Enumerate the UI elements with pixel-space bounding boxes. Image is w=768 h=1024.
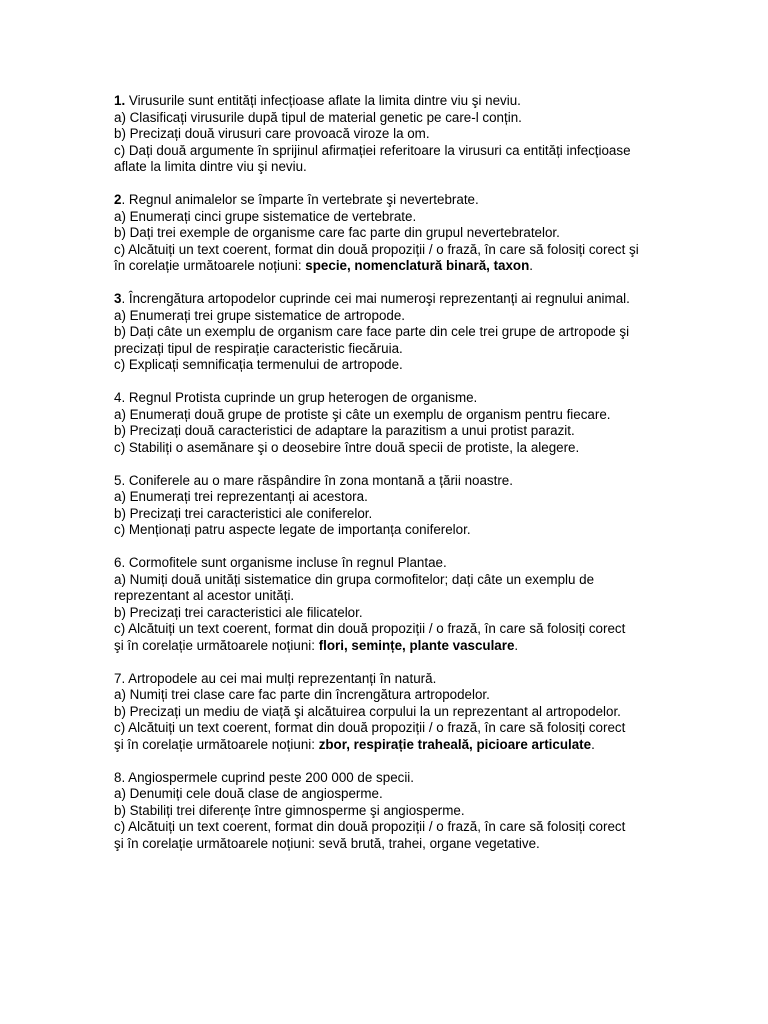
question-line	[114, 770, 728, 787]
question-block	[114, 291, 728, 374]
line-text: .	[529, 258, 534, 273]
question-line	[114, 407, 728, 424]
line-text: c) Alcătuiți un text coerent, format din două propoziții / o frază, în care să folosiți corect	[114, 819, 626, 834]
question-line	[114, 588, 728, 605]
question-line	[114, 209, 728, 226]
question-line	[114, 555, 728, 572]
question-line	[114, 126, 728, 143]
question-line	[114, 803, 728, 820]
question-number: 1.	[114, 93, 126, 108]
line-text: b) Precizați un mediu de viață şi alcătuirea corpului la un reprezentant al artropodelor.	[114, 703, 621, 719]
question-line	[114, 720, 728, 737]
line-text: b) Precizați două virusuri care provoacă viroze la om.	[114, 126, 430, 141]
line-text: c) Menționați patru aspecte legate de importanța coniferelor.	[114, 522, 471, 537]
question-block	[114, 473, 728, 539]
question-block	[114, 390, 728, 456]
line-text: .	[591, 736, 595, 752]
question-line	[114, 687, 728, 704]
line-text: b) Stabiliți trei diferențe între gimnosperme şi angiosperme.	[114, 802, 465, 818]
line-text: . Încrengătura artopodelor cuprinde cei mai numeroşi reprezentanți ai regnului animal.	[121, 291, 630, 306]
key-terms: zbor, respirație traheală, picioare articulate	[318, 736, 592, 752]
line-text: c) Stabiliți o asemănare şi o deosebire între două specii de protiste, la alegere.	[114, 439, 580, 455]
question-line	[114, 308, 728, 325]
line-text: c) Alcătuiți un text coerent, format din două propoziții / o frază, în care să folosiți corect	[114, 720, 626, 735]
line-text: c) Alcătuiți un text coerent, format din două propoziții / o frază, în care să folosiți corect	[114, 621, 626, 636]
line-text: a) Numiți două unități sistematice din grupa cormofitelor; dați câte un exemplu de	[114, 571, 595, 587]
question-block	[114, 93, 728, 176]
question-block	[114, 192, 728, 275]
line-text: b) Precizați două caracteristici de adaptare la parazitism a unui protist parazit.	[114, 423, 575, 438]
line-text: a) Numiți trei clase care fac parte din încrengătura artropodelor.	[114, 687, 490, 702]
question-line	[114, 786, 728, 803]
question-block	[114, 555, 728, 654]
line-text: b) Precizați trei caracteristici ale filicatelor.	[114, 604, 363, 620]
line-text: precizați tipul de respirație caracteristic fiecăruia.	[114, 340, 403, 356]
question-line	[114, 836, 728, 853]
line-text: a) Enumerați trei grupe sistematice de artropode.	[114, 307, 406, 323]
line-text: 7. Artropodele au cei mai mulți reprezentanți în natură.	[114, 670, 437, 686]
question-line	[114, 159, 728, 176]
question-line	[114, 506, 728, 523]
question-number: 3	[114, 291, 122, 306]
line-text: b) Dați trei exemple de organisme care fac parte din grupul nevertebratelor.	[114, 225, 560, 240]
line-text: şi în corelație următoarele noțiuni:	[114, 637, 319, 653]
question-line	[114, 572, 728, 589]
line-text: .	[514, 637, 519, 653]
question-line	[114, 93, 728, 110]
question-line	[114, 440, 728, 457]
question-line	[114, 341, 728, 358]
line-text: c) Alcătuiți un text coerent, format din două propoziții / o frază, în care să folosiți corect şi	[114, 241, 639, 257]
line-text: a) Enumerați două grupe de protiste şi câte un exemplu de organism pentru fiecare.	[114, 406, 611, 422]
key-terms: specie, nomenclatură binară, taxon	[305, 258, 530, 273]
line-text: şi în corelație următoarele noțiuni:	[114, 736, 319, 752]
question-line	[114, 357, 728, 374]
line-text: 5. Coniferele au o mare răspândire în zona montană a țării noastre.	[114, 472, 513, 488]
line-text: şi în corelație următoarele noțiuni: sevă brută, trahei, organe vegetative.	[114, 835, 540, 851]
question-line	[114, 605, 728, 622]
line-text: 4. Regnul Protista cuprinde un grup heterogen de organisme.	[114, 390, 478, 405]
question-line	[114, 704, 728, 721]
line-text: în corelație următoarele noțiuni:	[114, 258, 306, 273]
line-text: Virusurile sunt entități infecțioase aflate la limita dintre viu şi neviu.	[125, 93, 521, 108]
line-text: 6. Cormofitele sunt organisme incluse în regnul Plantae.	[114, 555, 447, 570]
question-line	[114, 522, 728, 539]
question-line	[114, 390, 728, 407]
question-line	[114, 143, 728, 160]
question-block	[114, 671, 728, 754]
question-number: 2	[114, 192, 122, 207]
question-line	[114, 258, 728, 275]
question-line	[114, 225, 728, 242]
question-list	[114, 93, 728, 852]
line-text: a) Denumiți cele două clase de angiosperme.	[114, 786, 383, 801]
key-terms: flori, semințe, plante vasculare	[318, 637, 515, 653]
question-line	[114, 242, 728, 259]
question-line	[114, 737, 728, 754]
line-text: b) Precizați trei caracteristici ale coniferelor.	[114, 505, 373, 521]
question-block	[114, 770, 728, 853]
line-text: . Regnul animalelor se împarte în vertebrate şi nevertebrate.	[121, 192, 479, 207]
question-line	[114, 621, 728, 638]
line-text: a) Enumerați cinci grupe sistematice de vertebrate.	[114, 208, 417, 224]
question-line	[114, 671, 728, 688]
question-line	[114, 423, 728, 440]
question-line	[114, 324, 728, 341]
question-line	[114, 110, 728, 127]
question-line	[114, 638, 728, 655]
line-text: aflate la limita dintre viu şi neviu.	[114, 159, 307, 174]
line-text: b) Dați câte un exemplu de organism care face parte din cele trei grupe de artropode şi	[114, 324, 630, 339]
question-line	[114, 291, 728, 308]
question-line	[114, 192, 728, 209]
line-text: c) Dați două argumente în sprijinul afirmației referitoare la virusuri ca entități infecțioase	[114, 142, 631, 158]
line-text: reprezentant al acestor unități.	[114, 588, 295, 603]
question-line	[114, 819, 728, 836]
line-text: a) Enumerați trei reprezentanți ai acestora.	[114, 489, 368, 504]
question-line	[114, 473, 728, 490]
line-text: c) Explicați semnificația termenului de artropode.	[114, 357, 403, 372]
line-text: 8. Angiospermele cuprind peste 200 000 de specii.	[114, 769, 415, 785]
line-text: a) Clasificați virusurile după tipul de material genetic pe care-l conțin.	[114, 109, 522, 125]
question-line	[114, 489, 728, 506]
